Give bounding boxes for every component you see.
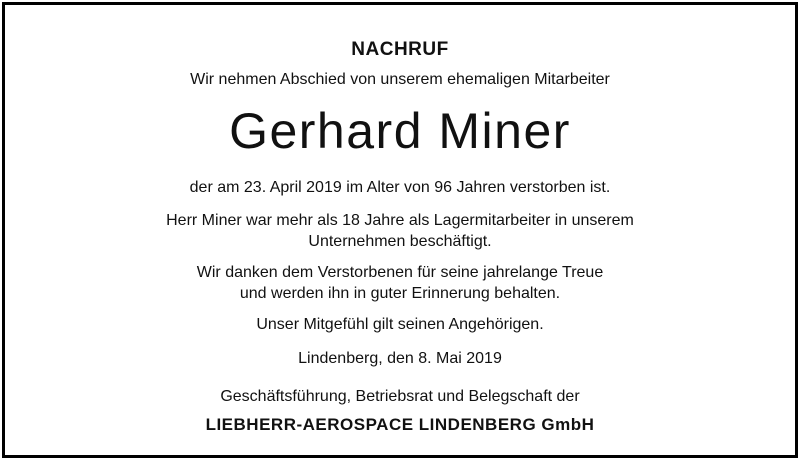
notice-heading: NACHRUF <box>351 39 449 60</box>
notice-content <box>5 5 795 455</box>
condolence-text: Unser Mitgefühl gilt seinen Angehörigen. <box>256 316 544 333</box>
place-date: Lindenberg, den 8. Mai 2019 <box>298 350 502 367</box>
thanks-line-1: Wir danken dem Verstorbenen für seine jahrelange Treue <box>196 264 604 281</box>
employment-line-2: Unternehmen beschäftigt. <box>308 233 492 250</box>
intro-text: Wir nehmen Abschied von unserem ehemaligen Mitarbeiter <box>190 71 610 88</box>
employment-line-1: Herr Miner war mehr als 18 Jahre als Lagermitarbeiter in unserem <box>166 212 634 229</box>
company-name: LIEBHERR-AEROSPACE LINDENBERG GmbH <box>205 415 595 434</box>
thanks-line-2: und werden ihn in guter Erinnerung behalten. <box>239 285 561 302</box>
death-details: der am 23. April 2019 im Alter von 96 Jahren verstorben ist. <box>189 179 611 196</box>
notice-frame <box>2 2 798 458</box>
employment-paragraph <box>5 210 795 252</box>
thanks-paragraph <box>5 262 795 304</box>
deceased-name: Gerhard Miner <box>229 103 571 159</box>
signers-text: Geschäftsführung, Betriebsrat und Belegschaft der <box>220 388 580 405</box>
